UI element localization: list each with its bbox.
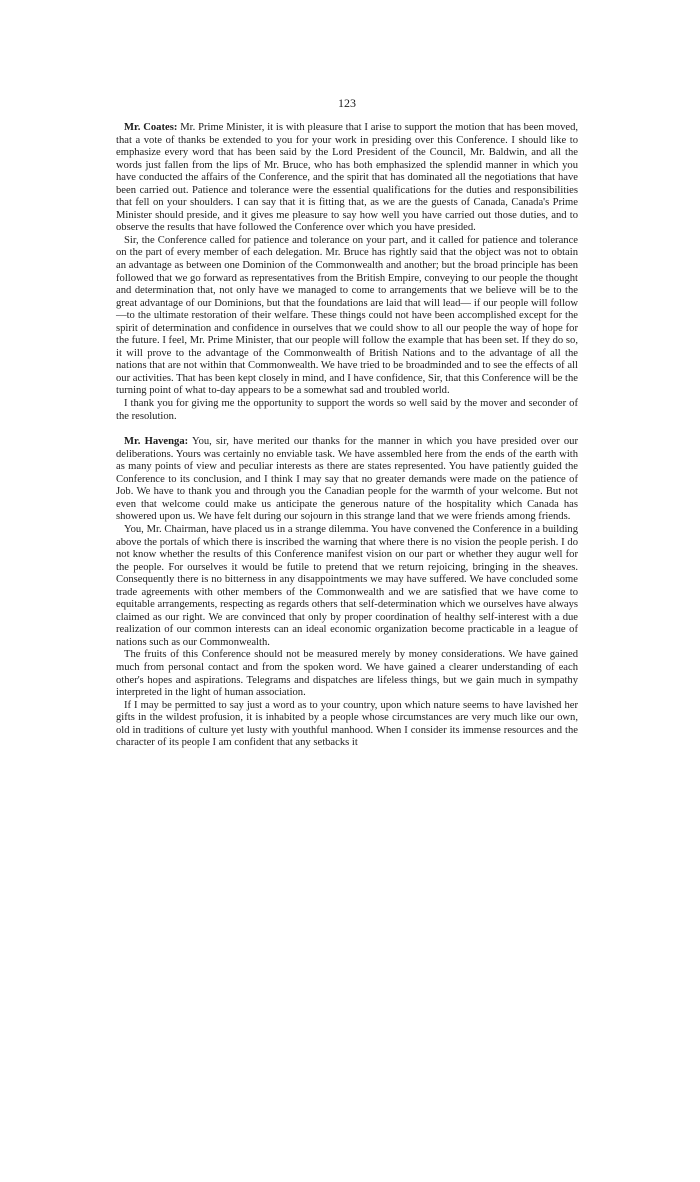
section-divider [116,423,578,436]
havenga-paragraph-2: You, Mr. Chairman, have placed us in a strange dilemma. You have convened the Conference in a building above the portals of which there is inscribed the warning that where there is no vision the people perish. I do not know whether the results of this Conference manifest vision on our part or whether they augur well for the people. For ourselves it would be futile to pretend that we return rejoicing, bringing in the sheaves. Consequently there is no bitterness in any disappointments we may have suffered. We have concluded some trade agreements with other members of the Commonwealth and we are satisfied that we have come to equitable arrangements, respecting as regards others that self-determination which we ourselves have always claimed as our right. We are convinced that only by proper coordination of healthy self-interest with a due realization of our common interests can an ideal economic organization become practicable in a league of nations such as our Commonwealth. [116,523,578,648]
havenga-paragraph-3: The fruits of this Conference should not be measured merely by money considerations. We have gained much from personal contact and from the spoken word. We have gained a clearer understanding of each other's hopes and aspirations. Telegrams and dispatches are lifeless things, but we gain much in sympathy interpreted in the light of human association. [116,649,578,699]
page-number: 123 [338,96,356,110]
speaker-havenga: Mr. Havenga: [124,436,189,448]
paragraph-text: You, sir, have merited our thanks for the manner in which you have presided over our deliberations. Yours was certainly no enviable task. We have assembled here from the ends of the earth with as many points of view and peculiar interests as there are states represented. You have patiently guided the Conference to its conclusion, and I think I may say that no greater demands were made on the patience of Job. We have to thank you and through you the Canadian people for the warmth of your welcome. But not even that welcome could make us anticipate the generous nature of the hospitality which Canada has showered upon us. We have felt during our sojourn in this strange land that we were friends among friends. [116,436,578,523]
havenga-paragraph-4: If I may be permitted to say just a word as to your country, upon which nature seems to have lavished her gifts in the wildest profusion, it is inhabited by a people whose circumstances are very much like our own, old in traditions of culture yet lusty with youthful manhood. When I consider its immense resources and the character of its people I am confident that any setbacks it [116,699,578,749]
coates-paragraph-1 [116,122,578,235]
coates-paragraph-2: Sir, the Conference called for patience and tolerance on your part, and it called for patience and tolerance on the part of every member of each delegation. Mr. Bruce has rightly said that the object was not to obtain an advantage as between one Dominion of the Commonwealth and another; but the broad principle has been followed that we go forward as representatives from the British Empire, conveying to our people the thought and determination that, not only have we managed to come to arrangements that we believe will be to the great advantage of our Dominions, but that the foundations are laid that will lead— if our people will follow—to the ultimate restoration of their welfare. These things could not have been accomplished except for the spirit of determination and confidence in ourselves that we could show to all our people the way of hope for the future. I feel, Mr. Prime Minister, that our people will follow the example that has been set. If they do so, it will prove to the advantage of the Commonwealth of British Nations and to the advantage of all the nations that are not within that Commonwealth. We have tried to be broadminded and to see the effects of all our activities. That has been kept closely in mind, and I have confidence, Sir, that this Conference will be the turning point of what to-day appears to be a somewhat sad and troubled world. [116,234,578,397]
havenga-paragraph-1 [116,436,578,524]
coates-paragraph-3: I thank you for giving me the opportunity to support the words so well said by the mover and seconder of the resolution. [116,398,578,422]
document-page [116,96,578,750]
speaker-coates: Mr. Coates: [124,122,178,133]
paragraph-text: Mr. Prime Minister, it is with pleasure that I arise to support the motion that has been moved, that a vote of thanks be extended to you for your work in presiding over this Conference. I should like to emphasize every word that has been said by the Lord President of the Council, Mr. Baldwin, and all the words just fallen from the lips of Mr. Bruce, who has both emphasized the splendid manner in which you have conducted the affairs of the Conference, and the spirit that has dominated all the negotiations that have been carried out. Patience and tolerance were the essential qualifications for the duties and responsibilities that fell on your shoulders. I can say that it is fitting that, as we are the guests of Canada, Canada's Prime Minister should preside, and it gives me pleasure to say how well you have carried out those duties, and to observe the results that have followed the Conference over which you have presided. [116,122,579,234]
